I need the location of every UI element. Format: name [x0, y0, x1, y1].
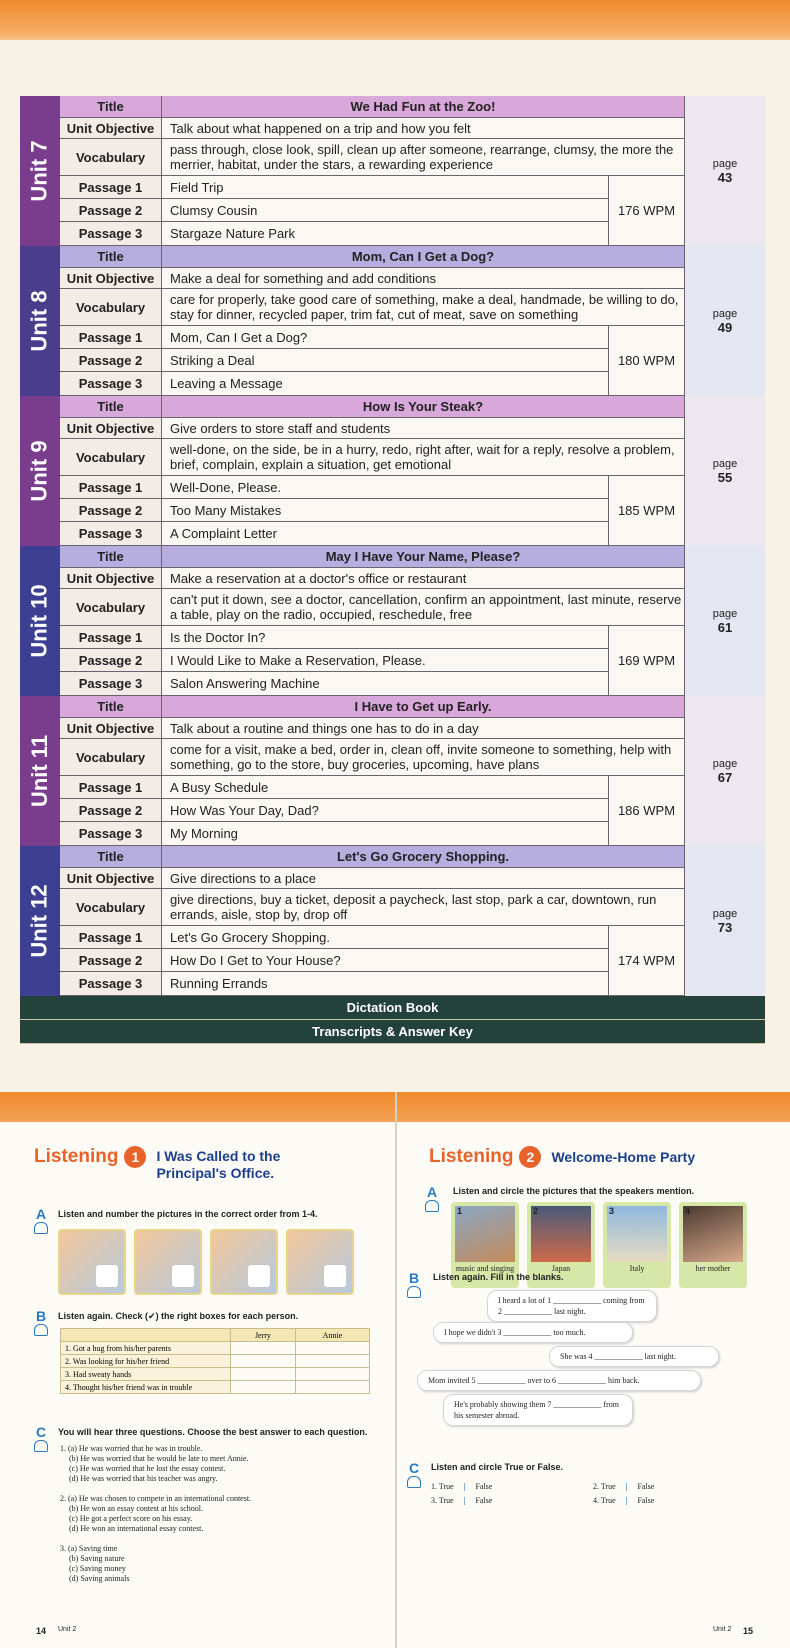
speech-bubble-1[interactable]: I heard a lot of 1 ____________ coming from 2 ____________ last night.	[487, 1290, 657, 1322]
page-reference[interactable]: page 61	[685, 546, 765, 696]
table-row: 4. Thought his/her friend was in trouble	[61, 1381, 231, 1394]
row-label-p2: Passage 2	[60, 949, 162, 972]
unit-title: Let's Go Grocery Shopping.	[162, 846, 685, 868]
checkbox-cell[interactable]	[295, 1381, 369, 1394]
passage-title: Too Many Mistakes	[162, 499, 609, 522]
row-label-p2: Passage 2	[60, 799, 162, 822]
passage-title: Is the Doctor In?	[162, 626, 609, 649]
step-a-instruction: Listen and number the pictures in the correct order from 1-4.	[58, 1209, 318, 1219]
unit-block	[20, 696, 765, 846]
unit-title: How Is Your Steak?	[162, 396, 685, 418]
row-label-title: Title	[60, 696, 162, 718]
passage-title: Field Trip	[162, 176, 609, 199]
step-b-instruction: Listen again. Check (✔) the right boxes for each person.	[58, 1311, 299, 1321]
reading-speed: 169 WPM	[609, 626, 685, 696]
unit-label: Unit 8	[20, 246, 60, 396]
passage-title: I Would Like to Make a Reservation, Please.	[162, 649, 609, 672]
row-label-vocabulary: Vocabulary	[60, 439, 162, 476]
row-label-objective: Unit Objective	[60, 268, 162, 289]
checkbox-cell[interactable]	[295, 1342, 369, 1355]
true-false-4: 4. True | False	[593, 1496, 655, 1505]
true-false-3: 3. True | False	[431, 1496, 493, 1505]
number-slot[interactable]	[324, 1265, 346, 1287]
woman-portrait-image	[683, 1206, 743, 1262]
row-label-vocabulary: Vocabulary	[60, 889, 162, 926]
listening-number: 1	[124, 1146, 146, 1168]
reading-speed: 174 WPM	[609, 926, 685, 996]
page-number: 14	[36, 1626, 47, 1636]
column-annie: Annie	[295, 1329, 369, 1342]
unit-vocabulary: pass through, close look, spill, clean up after someone, rearrange, clumsy, the more the merrier, habitat, under the stars, a rewarding experience	[162, 139, 685, 176]
checkbox-cell[interactable]	[231, 1342, 296, 1355]
number-slot[interactable]	[172, 1265, 194, 1287]
audio-track-icon[interactable]	[407, 1286, 421, 1298]
row-label-title: Title	[60, 546, 162, 568]
picture-1[interactable]	[58, 1229, 126, 1295]
audio-track-icon[interactable]	[34, 1324, 48, 1336]
unit-vocabulary: well-done, on the side, be in a hurry, redo, right after, wait for a reply, resolve a problem, brief, complain, explain a situation, get emotional	[162, 439, 685, 476]
step-a-letter: A	[36, 1206, 47, 1222]
number-slot[interactable]	[96, 1265, 118, 1287]
unit-objective: Make a deal for something and add conditions	[162, 268, 685, 289]
listening-1-header	[34, 1146, 306, 1182]
unit-vocabulary: come for a visit, make a bed, order in, clean off, invite someone to something, help with something, go to the store, buy groceries, upcoming, have plans	[162, 739, 685, 776]
unit-objective: Talk about a routine and things one has to do in a day	[162, 718, 685, 739]
speech-bubble-4[interactable]: Mom invited 5 ____________ over to 6 ____________ him back.	[417, 1370, 701, 1391]
audio-track-icon[interactable]	[407, 1476, 421, 1488]
row-label-p2: Passage 2	[60, 199, 162, 222]
row-label-vocabulary: Vocabulary	[60, 589, 162, 626]
row-label-p1: Passage 1	[60, 776, 162, 799]
unit-grid	[60, 246, 765, 396]
step-c-instruction: Listen and circle True or False.	[431, 1462, 564, 1472]
row-label-title: Title	[60, 846, 162, 868]
reading-speed: 185 WPM	[609, 476, 685, 546]
picture-2[interactable]	[134, 1229, 202, 1295]
reading-speed: 180 WPM	[609, 326, 685, 396]
page-reference[interactable]: page 55	[685, 396, 765, 546]
row-label-p3: Passage 3	[60, 222, 162, 246]
unit-objective: Make a reservation at a doctor's office or restaurant	[162, 568, 685, 589]
unit-title: Mom, Can I Get a Dog?	[162, 246, 685, 268]
picture-3[interactable]	[210, 1229, 278, 1295]
unit-objective: Talk about what happened on a trip and how you felt	[162, 118, 685, 139]
question-3: 3. (a) Saving time (b) Saving nature (c) Saving money (d) Saving animals	[60, 1544, 130, 1583]
row-label-objective: Unit Objective	[60, 868, 162, 889]
page-number: 15	[743, 1626, 754, 1636]
unit-block	[20, 96, 765, 246]
speech-bubble-2[interactable]: I hope we didn't 3 ____________ too much.	[433, 1322, 633, 1343]
row-label-p1: Passage 1	[60, 926, 162, 949]
checkbox-cell[interactable]	[231, 1355, 296, 1368]
checkbox-cell[interactable]	[231, 1381, 296, 1394]
passage-title: A Busy Schedule	[162, 776, 609, 799]
picture-card-1[interactable]: 1 music and singing	[451, 1202, 519, 1288]
listening-2-title: Welcome-Home Party	[551, 1149, 696, 1165]
unit-label: Unit 12	[20, 846, 60, 996]
unit-grid	[60, 846, 765, 996]
unit-label: Unit 10	[20, 546, 60, 696]
left-page	[0, 1122, 395, 1648]
listening-label: Listening	[34, 1146, 119, 1167]
reading-speed: 176 WPM	[609, 176, 685, 246]
page-reference[interactable]: page 43	[685, 96, 765, 246]
listening-label: Listening	[429, 1146, 514, 1167]
step-a-instruction: Listen and circle the pictures that the speakers mention.	[453, 1186, 695, 1196]
transcripts-row[interactable]: Transcripts & Answer Key	[20, 1020, 765, 1044]
picture-card-4[interactable]: 4 her mother	[679, 1202, 747, 1288]
table-row: 2. Was looking for his/her friend	[61, 1355, 231, 1368]
leaning-tower-image	[607, 1206, 667, 1262]
unit-label: Unit 9	[20, 396, 60, 546]
row-label-objective: Unit Objective	[60, 418, 162, 439]
listening-2-header	[429, 1146, 695, 1168]
row-label-title: Title	[60, 396, 162, 418]
step-c-letter: C	[36, 1424, 47, 1440]
passage-title: Leaving a Message	[162, 372, 609, 396]
row-label-p3: Passage 3	[60, 672, 162, 696]
unit-vocabulary: care for properly, take good care of something, make a deal, handmade, be willing to do, stay for dinner, recycled paper, trim fat, cut of meat, save on something	[162, 289, 685, 326]
true-false-2: 2. True | False	[593, 1482, 655, 1491]
column-jerry: Jerry	[231, 1329, 296, 1342]
unit-title: I Have to Get up Early.	[162, 696, 685, 718]
row-label-p1: Passage 1	[60, 326, 162, 349]
row-label-p1: Passage 1	[60, 626, 162, 649]
picture-card-3[interactable]: 3 Italy	[603, 1202, 671, 1288]
picture-card-2[interactable]: 2 Japan	[527, 1202, 595, 1288]
passage-title: How Do I Get to Your House?	[162, 949, 609, 972]
page-reference[interactable]: page 67	[685, 696, 765, 846]
page-unit: Unit 2	[713, 1626, 732, 1633]
row-label-objective: Unit Objective	[60, 118, 162, 139]
step-c-instruction: You will hear three questions. Choose the best answer to each question.	[58, 1427, 368, 1437]
row-label-vocabulary: Vocabulary	[60, 739, 162, 776]
unit-block	[20, 246, 765, 396]
checkbox-cell[interactable]	[231, 1368, 296, 1381]
audio-track-icon[interactable]	[34, 1222, 48, 1234]
speech-bubble-5[interactable]: He's probably showing them 7 ____________ from his semester abroad.	[443, 1394, 633, 1426]
true-false-1: 1. True | False	[431, 1482, 493, 1491]
picture-4[interactable]	[286, 1229, 354, 1295]
unit-vocabulary: give directions, buy a ticket, deposit a paycheck, last stop, park a car, downtown, run errands, aisle, stop by, drop off	[162, 889, 685, 926]
japan-city-image	[531, 1206, 591, 1262]
row-label-vocabulary: Vocabulary	[60, 139, 162, 176]
row-label-p2: Passage 2	[60, 349, 162, 372]
unit-block	[20, 396, 765, 546]
passage-title: Well-Done, Please.	[162, 476, 609, 499]
listening-number: 2	[519, 1146, 541, 1168]
unit-title: We Had Fun at the Zoo!	[162, 96, 685, 118]
audio-track-icon[interactable]	[425, 1200, 439, 1212]
page-reference[interactable]: page 73	[685, 846, 765, 996]
unit-grid	[60, 696, 765, 846]
passage-title: My Morning	[162, 822, 609, 846]
unit-label: Unit 11	[20, 696, 60, 846]
passage-title: Clumsy Cousin	[162, 199, 609, 222]
step-a-letter: A	[427, 1184, 438, 1200]
unit-title: May I Have Your Name, Please?	[162, 546, 685, 568]
unit-block	[20, 546, 765, 696]
passage-title: Let's Go Grocery Shopping.	[162, 926, 609, 949]
step-b-instruction: Listen again. Fill in the blanks.	[433, 1272, 564, 1282]
passage-title: A Complaint Letter	[162, 522, 609, 546]
passage-title: How Was Your Day, Dad?	[162, 799, 609, 822]
unit-objective: Give orders to store staff and students	[162, 418, 685, 439]
passage-title: Running Errands	[162, 972, 609, 996]
unit-grid	[60, 546, 765, 696]
table-row: 1. Got a hug from his/her parents	[61, 1342, 231, 1355]
question-2: 2. (a) He was chosen to compete in an international contest. (b) He won an essay contest at his school. (c) He got a perfect score on his essay. (d) He won an international essay contest.	[60, 1494, 252, 1533]
musician-image	[455, 1206, 515, 1262]
passage-title: Mom, Can I Get a Dog?	[162, 326, 609, 349]
step-b-letter: B	[36, 1308, 47, 1324]
row-label-p1: Passage 1	[60, 176, 162, 199]
row-label-vocabulary: Vocabulary	[60, 289, 162, 326]
passage-title: Salon Answering Machine	[162, 672, 609, 696]
row-label-objective: Unit Objective	[60, 718, 162, 739]
row-label-p3: Passage 3	[60, 522, 162, 546]
row-label-p2: Passage 2	[60, 649, 162, 672]
speech-bubble-3[interactable]: She was 4 ____________ last night.	[549, 1346, 719, 1367]
contents-table	[20, 96, 765, 1044]
passage-title: Stargaze Nature Park	[162, 222, 609, 246]
unit-grid	[60, 96, 765, 246]
row-label-p3: Passage 3	[60, 972, 162, 996]
table-row: 3. Had sweaty hands	[61, 1368, 231, 1381]
audio-track-icon[interactable]	[34, 1440, 48, 1452]
row-label-objective: Unit Objective	[60, 568, 162, 589]
row-label-title: Title	[60, 246, 162, 268]
listening-1-title: I Was Called to the Principal's Office.	[156, 1148, 281, 1181]
right-page	[397, 1122, 790, 1648]
page-unit: Unit 2	[58, 1626, 77, 1633]
row-label-p1: Passage 1	[60, 476, 162, 499]
row-label-p2: Passage 2	[60, 499, 162, 522]
unit-objective: Give directions to a place	[162, 868, 685, 889]
passage-title: Striking a Deal	[162, 349, 609, 372]
row-label-title: Title	[60, 96, 162, 118]
checklist-table	[60, 1328, 370, 1394]
step-c-letter: C	[409, 1460, 420, 1476]
row-label-p3: Passage 3	[60, 372, 162, 396]
reading-speed: 186 WPM	[609, 776, 685, 846]
unit-grid	[60, 396, 765, 546]
question-1: 1. (a) He was worried that he was in trouble. (b) He was worried that he would be late to meet Annie. (c) He was worried that he lost the essay contest. (d) He was worried that his teacher was angry.	[60, 1444, 249, 1483]
number-slot[interactable]	[248, 1265, 270, 1287]
unit-vocabulary: can't put it down, see a doctor, cancellation, confirm an appointment, last minute, reserve a table, play on the radio, occupied, reschedule, free	[162, 589, 685, 626]
checkbox-cell[interactable]	[295, 1355, 369, 1368]
dictation-book-row[interactable]: Dictation Book	[20, 996, 765, 1020]
row-label-p3: Passage 3	[60, 822, 162, 846]
step-b-letter: B	[409, 1270, 420, 1286]
checkbox-cell[interactable]	[295, 1368, 369, 1381]
unit-block	[20, 846, 765, 996]
page-reference[interactable]: page 49	[685, 246, 765, 396]
unit-label: Unit 7	[20, 96, 60, 246]
